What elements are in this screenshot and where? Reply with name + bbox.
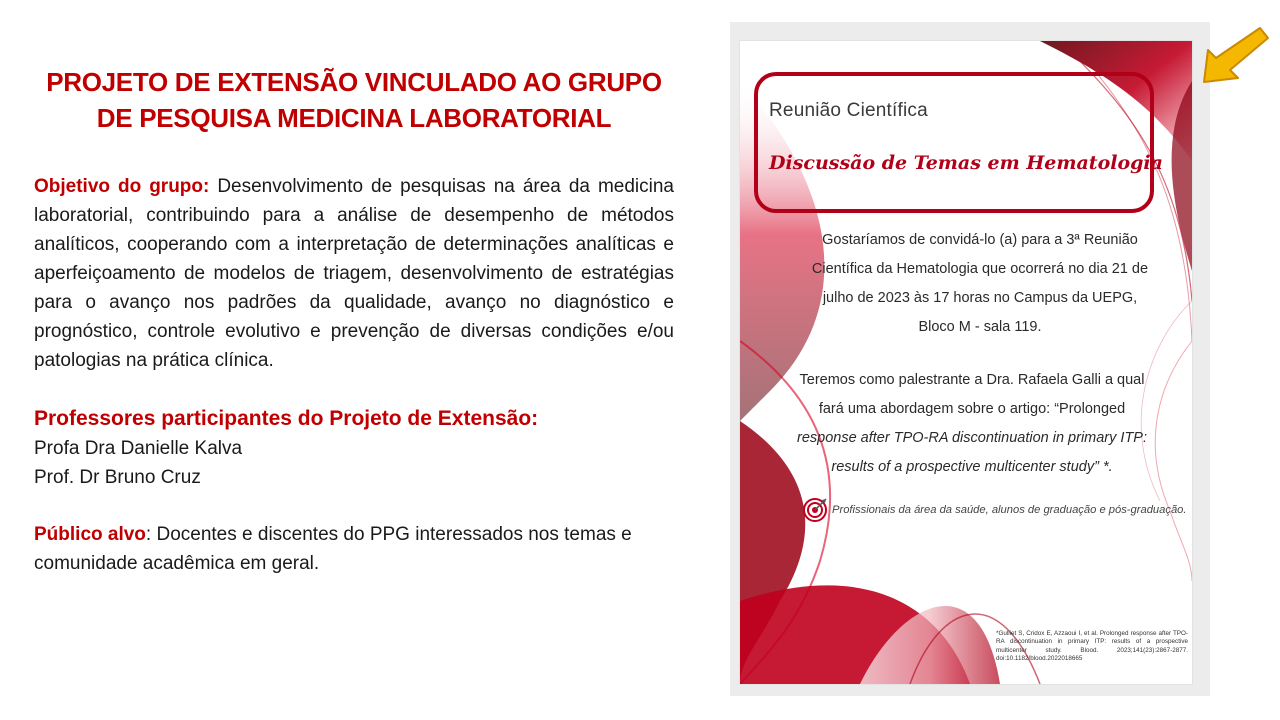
professor-name: Profa Dra Danielle Kalva: [34, 438, 243, 459]
objective-paragraph: [34, 172, 674, 375]
poster-title-box: [754, 72, 1154, 213]
professor-name: Prof. Dr Bruno Cruz: [34, 467, 201, 488]
audience-text: : Docentes e discentes do PPG interessados nos temas e comunidade acadêmica em geral.: [34, 524, 632, 574]
invite-line: Gostaríamos de convidá-lo (a) para a 3ª Reunião: [822, 232, 1138, 248]
objective-label: Objetivo do grupo:: [34, 176, 210, 197]
invite-line: Científica da Hematologia que ocorrerá no dia 21 de: [811, 261, 1149, 277]
audience-section: [34, 520, 674, 578]
professors-section: [34, 403, 674, 492]
invite-line: julho de 2023 às 17 horas no Campus da UEPG,: [822, 290, 1138, 306]
poster-speaker: [772, 366, 1172, 482]
poster-invitation: [780, 226, 1180, 342]
poster-audience: [802, 497, 1187, 523]
speaker-line: Teremos como palestrante a Dra. Rafaela Galli a qual: [799, 372, 1145, 388]
poster-heading: Reunião Científica: [769, 100, 928, 121]
invite-line: Bloco M - sala 119.: [918, 319, 1042, 335]
speaker-line: response after TPO-RA discontinuation in primary ITP:: [796, 430, 1148, 446]
speaker-line: fará uma abordagem sobre o artigo: “Prolonged: [818, 401, 1126, 417]
page-title: [28, 64, 680, 136]
arrow-icon: [1198, 24, 1270, 84]
title-line-1: PROJETO DE EXTENSÃO VINCULADO AO GRUPO: [46, 67, 662, 97]
title-line-2: DE PESQUISA MEDICINA LABORATORIAL: [96, 103, 612, 133]
speaker-line: results of a prospective multicenter study” *.: [831, 459, 1113, 475]
left-content: [34, 172, 674, 578]
audience-line: Profissionais da área da saúde, alunos de graduação e pós-graduação.: [832, 504, 1187, 516]
professors-title: Professores participantes do Projeto de Extensão:: [34, 407, 539, 430]
audience-label: Público alvo: [34, 524, 146, 545]
article-reference: *Gulliet S, Cridox E, Azzaoui I, et al. Prolonged response after TPO-RA discontinuation in primary ITP: results of a prospective multicenter study. Blood. 2023;141(23):2867-2877. doi:10.1182/blood.2022018665: [996, 630, 1188, 663]
objective-text: Desenvolvimento de pesquisas na área da medicina laboratorial, contribuindo para a análise de desempenho de métodos analíticos, cooperando com a interpretação de determinações analíticas e aperfeiçoamento de modelos de triagem, desenvolvimento de estratégias para o avanço nos padrões da qualidade, avanço no diagnóstico e prognóstico, controle evolutivo e prevenção de diversas condições e/ou patologias na prática clínica.: [34, 176, 674, 371]
poster-subtitle: Discussão de Temas em Hematologia: [769, 152, 1163, 174]
target-icon: [802, 497, 828, 523]
